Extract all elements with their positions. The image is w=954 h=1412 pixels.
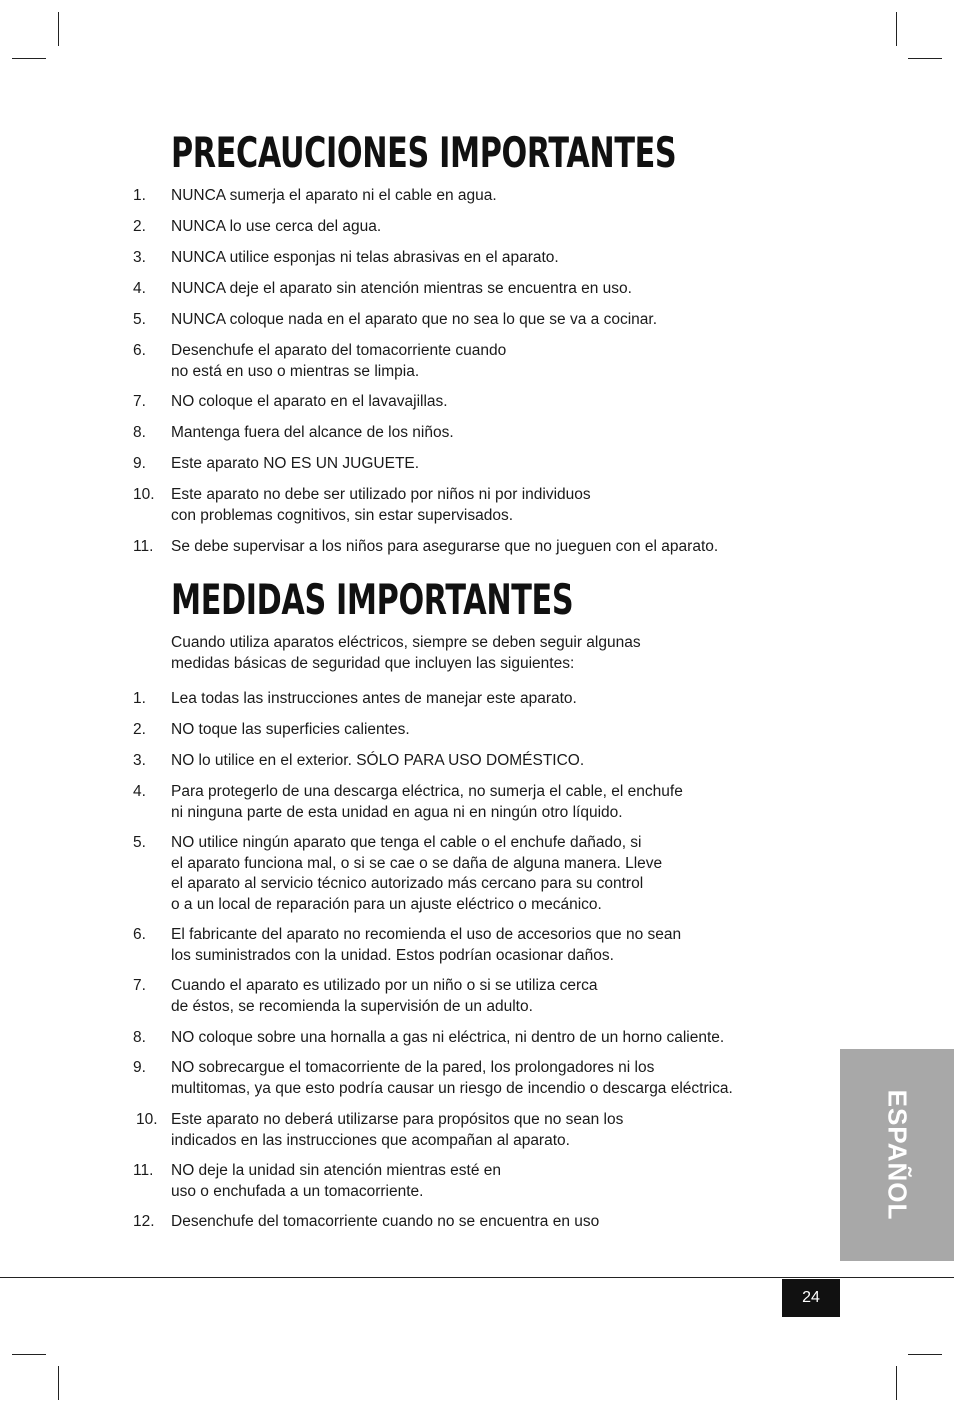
section-heading-precauciones: PRECAUCIONES IMPORTANTES [171, 128, 677, 177]
item-number: 7. [133, 977, 146, 994]
language-side-tab [840, 1049, 954, 1261]
crop-mark [908, 58, 942, 59]
item-text: Desenchufe del tomacorriente cuando no se encuentra en uso [171, 1213, 600, 1230]
item-text: NO toque las superficies calientes. [171, 721, 410, 738]
item-number: 11. [133, 1162, 154, 1179]
item-number: 4. [133, 280, 146, 297]
item-text: Cuando el aparato es utilizado por un niño o si se utiliza cerca de éstos, se recomienda la supervisión de un adulto. [171, 977, 598, 1015]
item-text: Este aparato no debe ser utilizado por niños ni por individuos con problemas cognitivos, sin estar supervisados. [171, 486, 591, 524]
item-text: NO coloque el aparato en el lavavajillas. [171, 393, 448, 410]
item-text: NUNCA coloque nada en el aparato que no sea lo que se va a cocinar. [171, 311, 657, 328]
item-number: 1. [133, 690, 146, 707]
item-number: 7. [133, 393, 146, 410]
page-number: 24 [782, 1279, 840, 1317]
item-number: 6. [133, 926, 146, 943]
crop-mark [896, 1366, 897, 1400]
crop-mark [58, 1366, 59, 1400]
item-number: 8. [133, 1029, 146, 1046]
item-number: 12. [133, 1213, 155, 1230]
item-number: 5. [133, 834, 146, 851]
crop-mark [896, 12, 897, 46]
item-text: Para protegerlo de una descarga eléctrica, no sumerja el cable, el enchufe ni ninguna parte de esta unidad en agua ni en ningún otro líquido. [171, 783, 683, 821]
item-number: 3. [133, 249, 146, 266]
item-text: Este aparato no deberá utilizarse para propósitos que no sean los indicados en las instrucciones que acompañan al aparato. [171, 1111, 624, 1149]
item-text: NO lo utilice en el exterior. SÓLO PARA USO DOMÉSTICO. [171, 752, 585, 769]
item-number: 2. [133, 218, 146, 235]
item-text: NUNCA utilice esponjas ni telas abrasivas en el aparato. [171, 249, 559, 266]
item-number: 11. [133, 538, 154, 555]
item-number: 6. [133, 342, 146, 359]
item-text: NO sobrecargue el tomacorriente de la pared, los prolongadores ni los multitomas, ya que esto podría causar un riesgo de incendio o descarga eléctrica. [171, 1059, 733, 1097]
section-heading-medidas: MEDIDAS IMPORTANTES [171, 575, 574, 624]
item-text: El fabricante del aparato no recomienda el uso de accesorios que no sean los suministrados con la unidad. Estos podrían ocasionar daños. [171, 926, 682, 964]
item-number: 4. [133, 783, 146, 800]
item-text: NUNCA sumerja el aparato ni el cable en agua. [171, 187, 497, 204]
crop-mark [12, 1354, 46, 1355]
item-number: 3. [133, 752, 146, 769]
item-text: NO utilice ningún aparato que tenga el cable o el enchufe dañado, si el aparato funciona mal, o si se cae o se daña de alguna manera. Lleve el aparato al servicio técnico autorizado más cercano para su control o a un local de reparación para un ajuste eléctrico o mecánico. [171, 834, 663, 913]
item-number: 10. [133, 486, 155, 503]
crop-mark [908, 1354, 942, 1355]
footer-rule [0, 1277, 954, 1278]
item-number: 10. [136, 1111, 158, 1128]
item-text: NO deje la unidad sin atención mientras esté en uso o enchufada a un tomacorriente. [171, 1162, 502, 1200]
item-text: NUNCA lo use cerca del agua. [171, 218, 382, 235]
item-text: Se debe supervisar a los niños para asegurarse que no jueguen con el aparato. [171, 538, 719, 555]
item-number: 8. [133, 424, 146, 441]
item-text: Desenchufe el aparato del tomacorriente cuando no está en uso o mientras se limpia. [171, 342, 507, 380]
crop-mark [58, 12, 59, 46]
item-number: 9. [133, 1059, 146, 1076]
item-number: 9. [133, 455, 146, 472]
item-number: 5. [133, 311, 146, 328]
item-text: Lea todas las instrucciones antes de manejar este aparato. [171, 690, 577, 707]
item-text: Mantenga fuera del alcance de los niños. [171, 424, 454, 441]
item-text: Este aparato NO ES UN JUGUETE. [171, 455, 420, 472]
item-text: NO coloque sobre una hornalla a gas ni eléctrica, ni dentro de un horno caliente. [171, 1029, 725, 1046]
medidas-intro: Cuando utiliza aparatos eléctricos, siempre se deben seguir algunas medidas básicas de seguridad que incluyen las siguientes: [171, 634, 641, 672]
item-number: 1. [133, 187, 146, 204]
item-text: NUNCA deje el aparato sin atención mientras se encuentra en uso. [171, 280, 632, 297]
language-label: ESPAÑOL [882, 1089, 913, 1221]
crop-mark [12, 58, 46, 59]
item-number: 2. [133, 721, 146, 738]
